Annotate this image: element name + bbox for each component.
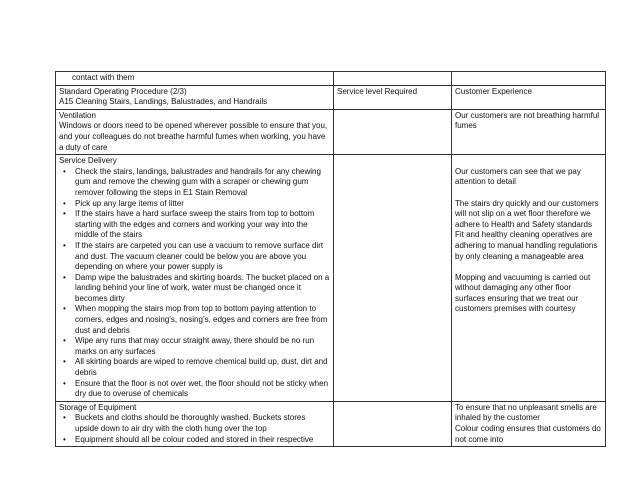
procedure-title: Standard Operating Procedure (2/3) bbox=[59, 86, 187, 96]
list-item: • Wipe any runs that may occur straight away, there should be no run marks on any surfaces bbox=[59, 336, 331, 357]
ventilation-row bbox=[56, 109, 606, 154]
list-item: • Damp wipe the balustrades and skirting boards. The bucket placed on a landing behind your line of work, water must be changed once it becomes dirty bbox=[59, 273, 331, 305]
ventilation-heading: Ventilation bbox=[59, 110, 96, 120]
service-delivery-heading: Service Delivery bbox=[59, 156, 117, 166]
list-item: • Pick up any large items of litter bbox=[59, 199, 331, 210]
list-item: • All skirting boards are wiped to remove chemical build up, dust, dirt and debris bbox=[59, 357, 331, 378]
experience-paragraph: Our customers can see that we pay attention to detail bbox=[455, 166, 581, 187]
experience-paragraph: The stairs dry quickly and our customers will not slip on a wet floor therefore we adhere to Health and Safety standards bbox=[455, 198, 599, 229]
experience-paragraph: To ensure that no unpleasant smells are inhaled by the customer bbox=[455, 402, 597, 423]
procedure-subtitle: A15 Cleaning Stairs, Landings, Balustrades, and Handrails bbox=[59, 97, 268, 107]
continuation-cell bbox=[56, 72, 334, 86]
storage-row bbox=[56, 401, 606, 446]
list-item: • Equipment should all be colour coded and stored in their respective bbox=[59, 435, 331, 446]
list-item: • Buckets and cloths should be thoroughly washed. Buckets stores upside down to air dry with the cloth hung over the top bbox=[59, 413, 331, 434]
list-item: • Ensure that the floor is not over wet, the floor should not be sticky when dry due to overuse of chemicals bbox=[59, 379, 331, 400]
service-delivery-row bbox=[56, 155, 606, 402]
storage-heading: Storage of Equipment bbox=[59, 402, 137, 412]
storage-cell bbox=[56, 401, 334, 446]
continuation-row bbox=[56, 72, 606, 86]
experience-paragraph: Mopping and vacuuming is carried out without damaging any other floor surfaces ensuring that we treat our customers premises with courtesy bbox=[455, 272, 591, 314]
header-row bbox=[56, 85, 606, 109]
experience-paragraph: Colour coding ensures that customers do not come into bbox=[455, 424, 601, 444]
ventilation-body: Windows or doors need to be opened wherever possible to ensure that you, and your colleagues do not breathe harmful fumes when working, you have a duty of care bbox=[59, 121, 328, 152]
list-item: • When mopping the stairs mop from top to bottom paying attention to corners, edges and nosing’s, nosing’s, edges and corners are free from dust and debris bbox=[59, 304, 331, 336]
list-item: • If the stairs are carpeted you can use a vacuum to remove surface dirt and dust. The vacuum cleaner could be below you are above you depending on where your power supply is bbox=[59, 241, 331, 273]
ventilation-cell bbox=[56, 109, 334, 154]
procedure-title-cell bbox=[56, 85, 334, 109]
service-delivery-list bbox=[59, 167, 331, 400]
list-item: • If the stairs have a hard surface sweep the stairs from top to bottom starting with the edges and corners and working your way into the middle of the stairs bbox=[59, 209, 331, 241]
sop-table bbox=[55, 71, 606, 447]
storage-list bbox=[59, 413, 331, 445]
continued-text: contact with them bbox=[72, 73, 135, 82]
service-delivery-cell bbox=[56, 155, 334, 402]
ventilation-experience: Our customers are not breathing harmful fumes bbox=[452, 109, 606, 154]
storage-experience bbox=[452, 401, 606, 446]
service-level-header: Service level Required bbox=[334, 85, 452, 109]
service-delivery-experience bbox=[452, 155, 606, 402]
customer-experience-header: Customer Experience bbox=[452, 85, 606, 109]
list-item: • Check the stairs, landings, balustrades and handrails for any chewing gum and remove the chewing gum with a scraper or chewing gum remover following the steps in E1 Stain Removal bbox=[59, 167, 331, 199]
experience-paragraph: Fit and healthy cleaning operatives are adhering to manual handling regulations by only cleaning a manageable area bbox=[455, 230, 598, 261]
